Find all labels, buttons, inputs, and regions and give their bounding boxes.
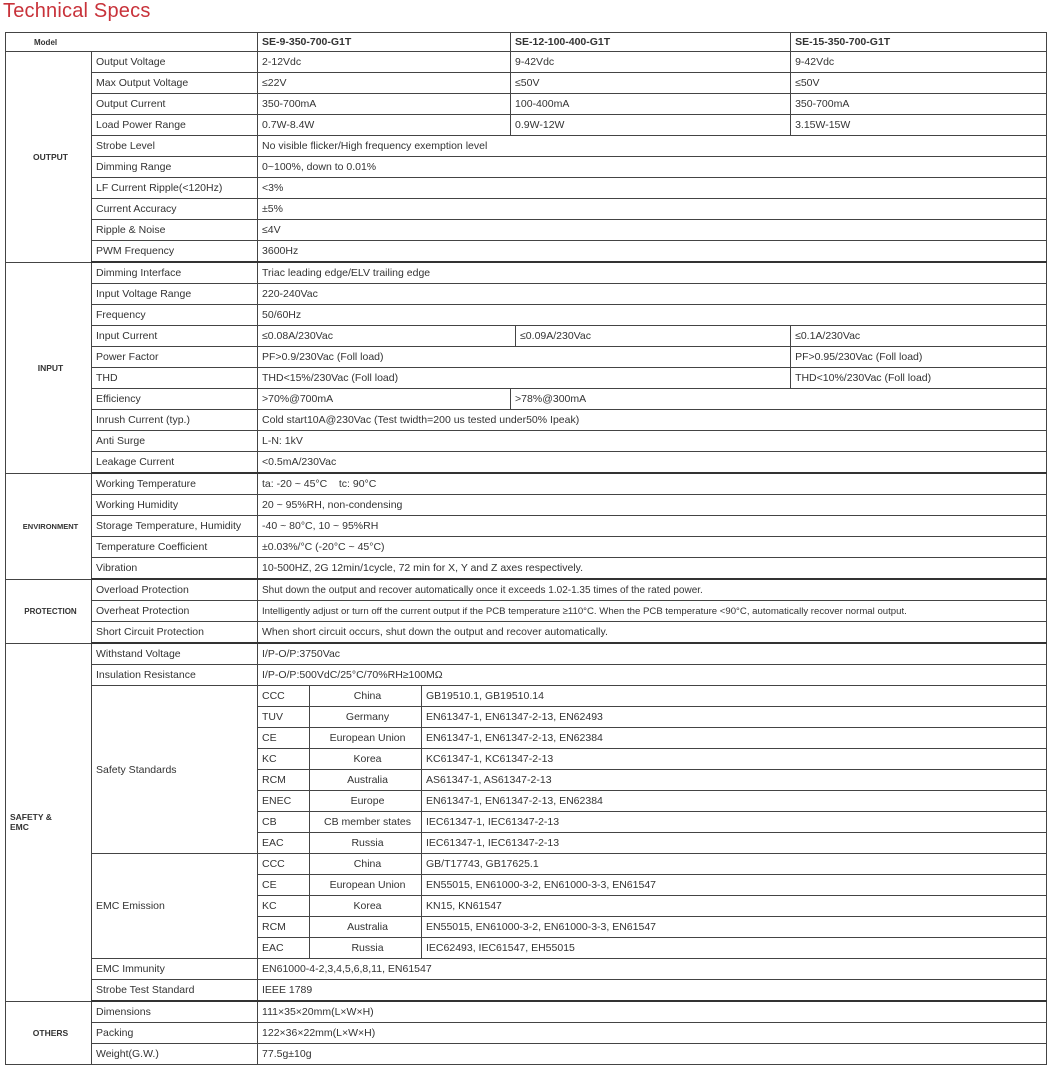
- cert-region: European Union: [310, 728, 422, 749]
- row-leakage-current: [6, 452, 1047, 474]
- cert-standard: KC61347-1, KC61347-2-13: [422, 749, 1047, 770]
- row-strobe-level: [6, 136, 1047, 157]
- param-label: Max Output Voltage: [92, 73, 258, 94]
- row-max-output-voltage: [6, 73, 1047, 94]
- value-cell: 0.7W-8.4W: [258, 115, 511, 136]
- cert-standard: EN61347-1, EN61347-2-13, EN62493: [422, 707, 1047, 728]
- param-label: Anti Surge: [92, 431, 258, 452]
- cert-region: European Union: [310, 875, 422, 896]
- emc-emission-label: EMC Emission: [92, 854, 258, 959]
- row-load-power-range: [6, 115, 1047, 136]
- cert-region: Korea: [310, 896, 422, 917]
- cert-region: Russia: [310, 938, 422, 959]
- section-output: OUTPUT: [6, 52, 92, 263]
- cert-region: Russia: [310, 833, 422, 854]
- cert-mark: TUV: [258, 707, 310, 728]
- cert-standard: GB/T17743, GB17625.1: [422, 854, 1047, 875]
- value-cell: 111×35×20mm(L×W×H): [258, 1001, 1047, 1023]
- value-cell: 77.5g±10g: [258, 1044, 1047, 1065]
- value-cell: ≤50V: [791, 73, 1047, 94]
- param-label: Working Temperature: [92, 473, 258, 495]
- cert-standard: IEC62493, IEC61547, EH55015: [422, 938, 1047, 959]
- model-2-header: SE-12-100-400-G1T: [511, 33, 791, 52]
- value-cell: 9-42Vdc: [511, 52, 791, 73]
- param-label: Overload Protection: [92, 579, 258, 601]
- row-dimming-interface: [6, 262, 1047, 284]
- cert-region: Europe: [310, 791, 422, 812]
- row-dimming-range: [6, 157, 1047, 178]
- model-header: Model: [6, 33, 258, 52]
- param-label: Short Circuit Protection: [92, 622, 258, 644]
- cert-standard: EN55015, EN61000-3-2, EN61000-3-3, EN61547: [422, 917, 1047, 938]
- section-safety-line1: SAFETY &: [10, 812, 52, 822]
- row-emc-immunity: [6, 959, 1047, 980]
- value-cell: Shut down the output and recover automatically once it exceeds 1.02-1.35 times of the rated power.: [258, 579, 1047, 601]
- param-label: Insulation Resistance: [92, 665, 258, 686]
- value-cell: 20 ~ 95%RH, non-condensing: [258, 495, 1047, 516]
- param-label: Output Voltage: [92, 52, 258, 73]
- param-label: Vibration: [92, 558, 258, 580]
- cert-standard: IEC61347-1, IEC61347-2-13: [422, 812, 1047, 833]
- cert-region: Australia: [310, 917, 422, 938]
- section-input: INPUT: [6, 262, 92, 473]
- value-cell: ta: -20 ~ 45°C tc: 90°C: [258, 473, 1047, 495]
- row-working-humidity: [6, 495, 1047, 516]
- cert-mark: CCC: [258, 854, 310, 875]
- value-cell: THD<15%/230Vac (Foll load): [258, 368, 791, 389]
- value-cell: I/P-O/P:3750Vac: [258, 643, 1047, 665]
- cert-region: CB member states: [310, 812, 422, 833]
- row-overheat-protection: [6, 601, 1047, 622]
- param-label: LF Current Ripple(<120Hz): [92, 178, 258, 199]
- param-label: Leakage Current: [92, 452, 258, 474]
- cert-standard: EN61347-1, EN61347-2-13, EN62384: [422, 728, 1047, 749]
- param-label: Load Power Range: [92, 115, 258, 136]
- cert-standard: KN15, KN61547: [422, 896, 1047, 917]
- cert-region: Korea: [310, 749, 422, 770]
- value-cell: No visible flicker/High frequency exemption level: [258, 136, 1047, 157]
- param-label: Strobe Test Standard: [92, 980, 258, 1002]
- row-lf-ripple: [6, 178, 1047, 199]
- value-cell: 0.9W-12W: [511, 115, 791, 136]
- section-environment: ENVIRONMENT: [6, 473, 92, 579]
- value-cell: ≤0.1A/230Vac: [791, 326, 1047, 347]
- row-ripple-noise: [6, 220, 1047, 241]
- param-label: Frequency: [92, 305, 258, 326]
- value-cell: Intelligently adjust or turn off the current output if the PCB temperature ≥110°C. When the PCB temperature <90°C, automatically recover normal output.: [258, 601, 1047, 622]
- cert-mark: CE: [258, 728, 310, 749]
- cert-mark: EAC: [258, 938, 310, 959]
- param-label: Input Voltage Range: [92, 284, 258, 305]
- section-safety-emc: [6, 643, 92, 1001]
- cert-region: Germany: [310, 707, 422, 728]
- value-cell: <0.5mA/230Vac: [258, 452, 1047, 474]
- cert-mark: RCM: [258, 770, 310, 791]
- value-cell: >70%@700mA: [258, 389, 511, 410]
- value-cell: THD<10%/230Vac (Foll load): [791, 368, 1047, 389]
- value-cell: 2-12Vdc: [258, 52, 511, 73]
- value-cell: 100-400mA: [511, 94, 791, 115]
- value-cell: Triac leading edge/ELV trailing edge: [258, 262, 1047, 284]
- cert-mark: RCM: [258, 917, 310, 938]
- row-current-accuracy: [6, 199, 1047, 220]
- row-packing: [6, 1023, 1047, 1044]
- row-thd: [6, 368, 1047, 389]
- row-output-voltage: [6, 52, 1047, 73]
- value-cell: 3.15W-15W: [791, 115, 1047, 136]
- row-power-factor: [6, 347, 1047, 368]
- param-label: Output Current: [92, 94, 258, 115]
- param-label: Packing: [92, 1023, 258, 1044]
- param-label: PWM Frequency: [92, 241, 258, 263]
- value-cell: -40 ~ 80°C, 10 ~ 95%RH: [258, 516, 1047, 537]
- value-cell: 10-500HZ, 2G 12min/1cycle, 72 min for X, Y and Z axes respectively.: [258, 558, 1047, 580]
- spec-table: [5, 32, 1047, 1065]
- row-overload-protection: [6, 579, 1047, 601]
- param-label: Overheat Protection: [92, 601, 258, 622]
- cert-standard: IEC61347-1, IEC61347-2-13: [422, 833, 1047, 854]
- param-label: Current Accuracy: [92, 199, 258, 220]
- cert-mark: KC: [258, 896, 310, 917]
- row-short-circuit-protection: [6, 622, 1047, 644]
- row-vibration: [6, 558, 1047, 580]
- param-label: Dimming Interface: [92, 262, 258, 284]
- model-1-header: SE-9-350-700-G1T: [258, 33, 511, 52]
- cert-mark: KC: [258, 749, 310, 770]
- param-label: Strobe Level: [92, 136, 258, 157]
- row-inrush-current: [6, 410, 1047, 431]
- safety-standards-label: Safety Standards: [92, 686, 258, 854]
- section-others: OTHERS: [6, 1001, 92, 1065]
- value-cell: 3600Hz: [258, 241, 1047, 263]
- value-cell: 0~100%, down to 0.01%: [258, 157, 1047, 178]
- row-input-current: [6, 326, 1047, 347]
- model-3-header: SE-15-350-700-G1T: [791, 33, 1047, 52]
- value-cell: PF>0.95/230Vac (Foll load): [791, 347, 1047, 368]
- row-dimensions: [6, 1001, 1047, 1023]
- section-protection: PROTECTION: [6, 579, 92, 643]
- param-label: Ripple & Noise: [92, 220, 258, 241]
- cert-region: China: [310, 854, 422, 875]
- row-temperature-coefficient: [6, 537, 1047, 558]
- param-label: Withstand Voltage: [92, 643, 258, 665]
- value-cell: EN61000-4-2,3,4,5,6,8,11, EN61547: [258, 959, 1047, 980]
- row-weight: [6, 1044, 1047, 1065]
- row-input-voltage-range: [6, 284, 1047, 305]
- value-cell: >78%@300mA: [511, 389, 1047, 410]
- value-cell: ±5%: [258, 199, 1047, 220]
- value-cell: IEEE 1789: [258, 980, 1047, 1002]
- cert-mark: ENEC: [258, 791, 310, 812]
- row-insulation-resistance: [6, 665, 1047, 686]
- value-cell: 350-700mA: [791, 94, 1047, 115]
- param-label: THD: [92, 368, 258, 389]
- row-pwm-frequency: [6, 241, 1047, 263]
- cert-mark: CB: [258, 812, 310, 833]
- row-safety-standard: [6, 686, 1047, 707]
- cert-standard: EN61347-1, EN61347-2-13, EN62384: [422, 791, 1047, 812]
- param-label: Power Factor: [92, 347, 258, 368]
- cert-region: China: [310, 686, 422, 707]
- value-cell: <3%: [258, 178, 1047, 199]
- param-label: Input Current: [92, 326, 258, 347]
- row-storage-temperature: [6, 516, 1047, 537]
- row-anti-surge: [6, 431, 1047, 452]
- row-withstand-voltage: [6, 643, 1047, 665]
- value-cell: 220-240Vac: [258, 284, 1047, 305]
- value-cell: PF>0.9/230Vac (Foll load): [258, 347, 791, 368]
- value-cell: Cold start10A@230Vac (Test twidth=200 us tested under50% Ipeak): [258, 410, 1047, 431]
- cert-mark: CCC: [258, 686, 310, 707]
- value-cell: ≤0.08A/230Vac: [258, 326, 516, 347]
- section-safety-line2: EMC: [10, 822, 29, 832]
- param-label: EMC Immunity: [92, 959, 258, 980]
- param-label: Dimming Range: [92, 157, 258, 178]
- value-cell: 9-42Vdc: [791, 52, 1047, 73]
- page-title: Technical Specs: [3, 0, 151, 22]
- param-label: Inrush Current (typ.): [92, 410, 258, 431]
- param-label: Weight(G.W.): [92, 1044, 258, 1065]
- param-label: Storage Temperature, Humidity: [92, 516, 258, 537]
- value-cell: 350-700mA: [258, 94, 511, 115]
- value-cell: ±0.03%/°C (-20°C ~ 45°C): [258, 537, 1047, 558]
- value-cell: 122×36×22mm(L×W×H): [258, 1023, 1047, 1044]
- param-label: Working Humidity: [92, 495, 258, 516]
- cert-region: Australia: [310, 770, 422, 791]
- row-efficiency: [6, 389, 1047, 410]
- row-working-temperature: [6, 473, 1047, 495]
- cert-mark: EAC: [258, 833, 310, 854]
- cert-standard: GB19510.1, GB19510.14: [422, 686, 1047, 707]
- value-cell: 50/60Hz: [258, 305, 1047, 326]
- value-cell: ≤22V: [258, 73, 511, 94]
- row-frequency: [6, 305, 1047, 326]
- value-cell: When short circuit occurs, shut down the output and recover automatically.: [258, 622, 1047, 644]
- value-cell: ≤0.09A/230Vac: [516, 326, 791, 347]
- param-label: Dimensions: [92, 1001, 258, 1023]
- value-cell: I/P-O/P:500VdC/25°C/70%RH≥100MΩ: [258, 665, 1047, 686]
- cert-standard: AS61347-1, AS61347-2-13: [422, 770, 1047, 791]
- cert-standard: EN55015, EN61000-3-2, EN61000-3-3, EN61547: [422, 875, 1047, 896]
- row-output-current: [6, 94, 1047, 115]
- header-row: [6, 33, 1047, 52]
- value-cell: L-N: 1kV: [258, 431, 1047, 452]
- param-label: Efficiency: [92, 389, 258, 410]
- row-emc-emission: [6, 854, 1047, 875]
- row-strobe-test-standard: [6, 980, 1047, 1002]
- value-cell: ≤4V: [258, 220, 1047, 241]
- value-cell: ≤50V: [511, 73, 791, 94]
- cert-mark: CE: [258, 875, 310, 896]
- param-label: Temperature Coefficient: [92, 537, 258, 558]
